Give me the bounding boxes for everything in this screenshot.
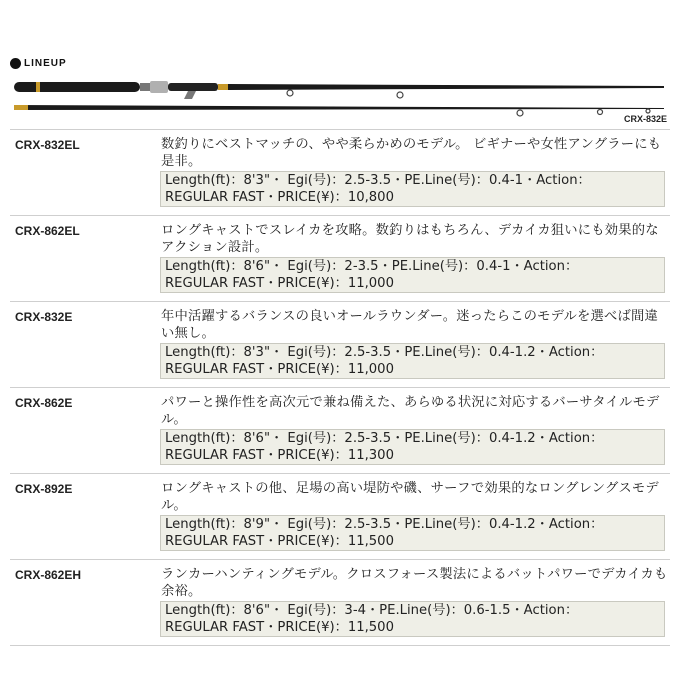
spec-line-1: Length(ft)：8'3"・ Egi(号)：2.5-3.5・PE.Line(号)：0.4-1.2・Action： — [165, 345, 604, 360]
spec-box — [160, 257, 665, 293]
row-content — [157, 388, 670, 473]
table-row — [10, 387, 670, 473]
spec-line-1: Length(ft)：8'6"・ Egi(号)：2-3.5・PE.Line(号)：0.4-1・Action： — [165, 259, 579, 274]
row-content — [157, 302, 670, 387]
model-name: CRX-832E — [15, 310, 73, 324]
table-row — [10, 129, 670, 215]
spec-line-2: REGULAR FAST・PRICE(¥)：10,800 — [165, 190, 394, 205]
spec-line-1: Length(ft)：8'3"・ Egi(号)：2.5-3.5・PE.Line(号)：0.4-1・Action： — [165, 173, 591, 188]
row-content — [157, 130, 670, 215]
row-content — [157, 560, 670, 645]
model-description: 年中活躍するバランスの良いオールラウンダー。迷ったらこのモデルを選べば間違い無し。 — [161, 309, 658, 341]
spec-box — [160, 171, 665, 207]
spec-box — [160, 515, 665, 551]
spec-line-1: Length(ft)：8'6"・ Egi(号)：3-4・PE.Line(号)：0.6-1.5・Action： — [165, 603, 579, 618]
model-description: ランカーハンティングモデル。クロスフォース製法によるバットパワーでデカイカも余裕。 — [161, 567, 668, 599]
table-row — [10, 301, 670, 387]
spec-line-2: REGULAR FAST・PRICE(¥)：11,300 — [165, 448, 394, 463]
lineup-table — [10, 129, 670, 646]
model-description: 数釣りにベストマッチの、やや柔らかめのモデル。 ビギナーや女性アングラーにも是非。 — [161, 137, 662, 169]
fishing-rod-image — [0, 75, 680, 125]
spec-line-2: REGULAR FAST・PRICE(¥)：11,000 — [165, 362, 394, 377]
lineup-title: LINEUP — [24, 57, 67, 69]
model-description: ロングキャストでスレイカを攻略。数釣りはもちろん、デカイカ狙いにも効果的なアクション設計。 — [161, 223, 659, 255]
spec-line-2: REGULAR FAST・PRICE(¥)：11,500 — [165, 620, 394, 635]
spec-line-2: REGULAR FAST・PRICE(¥)：11,000 — [165, 276, 394, 291]
spec-line-1: Length(ft)：8'6"・ Egi(号)：2.5-3.5・PE.Line(号)：0.4-1.2・Action： — [165, 431, 604, 446]
rod-lower-section — [14, 105, 664, 110]
row-content — [157, 216, 670, 301]
rod-caption: CRX-832E — [623, 114, 667, 124]
table-row — [10, 559, 670, 646]
model-name: CRX-862E — [15, 396, 73, 410]
model-name: CRX-862EH — [15, 568, 82, 582]
model-name: CRX-892E — [15, 482, 73, 496]
spec-box — [160, 601, 665, 637]
model-name: CRX-862EL — [15, 224, 80, 238]
rod-guides — [287, 90, 650, 116]
table-row — [10, 215, 670, 301]
spec-box — [160, 429, 665, 465]
spec-line-1: Length(ft)：8'9"・ Egi(号)：2.5-3.5・PE.Line(号)：0.4-1.2・Action： — [165, 517, 604, 532]
row-content — [157, 474, 670, 559]
model-description: ロングキャストの他、足場の高い堤防や磯、サーフで効果的なロングレングスモデル。 — [161, 481, 659, 513]
spec-box — [160, 343, 665, 379]
bullet-icon — [10, 58, 21, 69]
lineup-header — [10, 55, 67, 71]
rod-upper-section — [14, 81, 664, 99]
spec-line-2: REGULAR FAST・PRICE(¥)：11,500 — [165, 534, 394, 549]
table-row — [10, 473, 670, 559]
model-description: パワーと操作性を高次元で兼ね備えた、あらゆる状況に対応するバーサタイルモデル。 — [161, 395, 660, 427]
model-name: CRX-832EL — [15, 138, 80, 152]
